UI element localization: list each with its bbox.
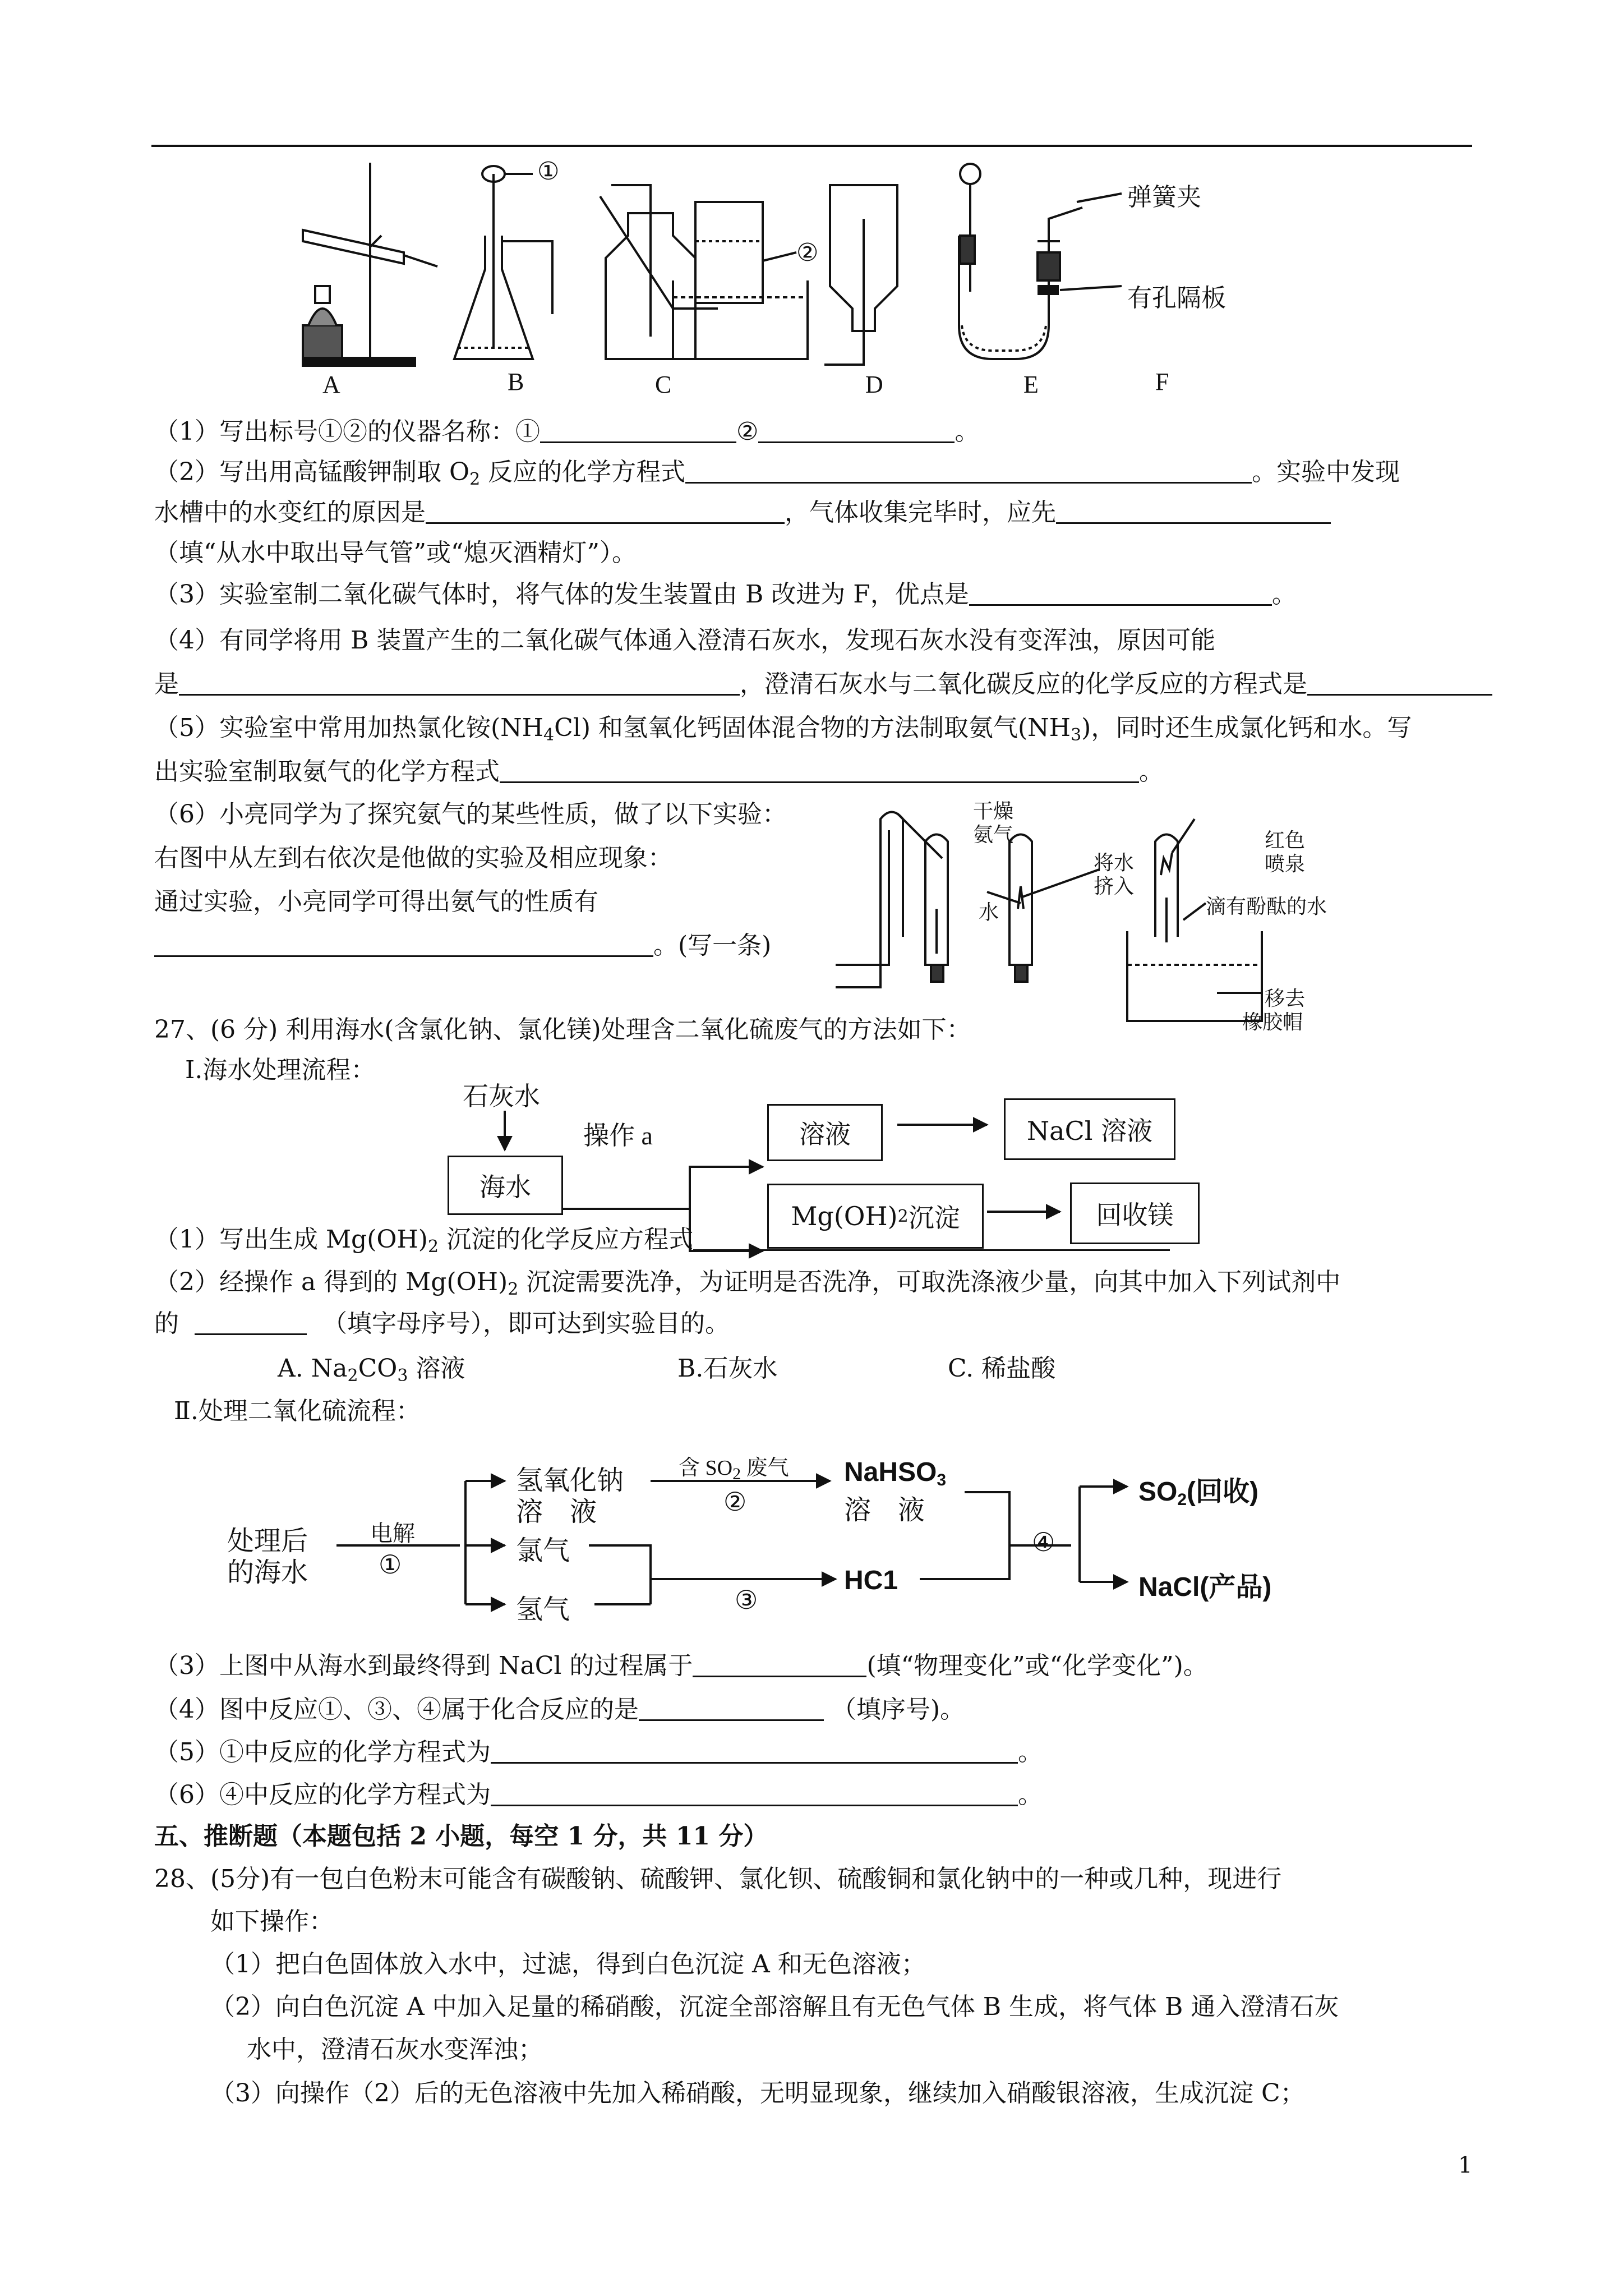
blank-16[interactable] (491, 1779, 1018, 1806)
q27-line-4 (154, 1649, 1208, 1683)
q28-step-1: （1）把白色固体放入水中，过滤，得到白色沉淀 A 和无色溶液； (210, 1950, 926, 1978)
label-remove: 移去 (1265, 987, 1306, 1010)
q27-l6b: 。 (1018, 1738, 1043, 1766)
flow2-hydrogen: 氢气 (516, 1595, 570, 1625)
flow1-limewater: 石灰水 (463, 1082, 540, 1111)
label-apparatus-b: B (508, 368, 524, 395)
flow2-circle-4: ④ (1032, 1528, 1055, 1557)
q27-opta: A. Na (278, 1354, 348, 1383)
flow2-circle-1: ① (379, 1550, 402, 1579)
q26-l5b: 。 (1271, 580, 1297, 609)
q26-l9: 出实验室制取氨气的化学方程式 (154, 757, 500, 786)
flow2-so2-recover-sub: 2 (1177, 1490, 1187, 1509)
label-ammonia: 氨气 (973, 823, 1014, 846)
q27-option-c: C. 稀盐酸 (948, 1354, 1056, 1383)
flow2-so2-recover (1138, 1470, 1258, 1510)
label-water: 水 (979, 901, 999, 923)
q26-l2c: 。实验中发现 (1252, 458, 1400, 486)
q27-line-5 (154, 1693, 965, 1727)
q28-line-2: 如下操作： (210, 1907, 334, 1936)
q26-l8sub: 4 (543, 725, 555, 745)
page-number: 1 (1458, 2152, 1473, 2178)
label-rubber-cap: 橡胶帽 (1242, 1011, 1303, 1033)
flow2-treated-2: 的海水 (227, 1558, 308, 1588)
q26-l8a: （5）实验室中常用加热氯化铵(NH (154, 714, 544, 742)
q27-l7b: 。 (1018, 1780, 1043, 1809)
q26-line-12: 通过实验，小亮同学可得出氨气的性质有 (154, 887, 598, 916)
flow2-naoh-2: 溶 液 (516, 1497, 597, 1527)
flow2-so2-tail: 废气 (741, 1456, 789, 1480)
q26-l8c: )，同时还生成氯化钙和水。写 (1081, 714, 1412, 742)
flow1-recover-box: 回收镁 (1070, 1182, 1200, 1244)
flow2-circle-2: ② (723, 1488, 747, 1516)
flow2-so2-sub: 2 (732, 1465, 741, 1483)
q26-line-10: （6）小亮同学为了探究氨气的某些性质，做了以下实验： (154, 800, 787, 829)
label-apparatus-e: E (1023, 371, 1039, 398)
flow2-so2-recover-tail: (回收) (1187, 1477, 1259, 1507)
q27-option-b: B.石灰水 (677, 1354, 778, 1383)
label-red-2: 喷泉 (1265, 853, 1306, 875)
q26-l2sub: 2 (469, 470, 481, 489)
q26-l2b: 反应的化学方程式 (480, 458, 686, 486)
flow1-nacl-box: NaCl 溶液 (1004, 1098, 1175, 1160)
q27-title: 27、(6 分) 利用海水(含氯化钠、氯化镁)处理含二氧化硫废气的方法如下： (154, 1015, 971, 1044)
q27-line-6 (154, 1736, 1043, 1769)
q26-l5: （3）实验室制二氧化碳气体时，将气体的发生装置由 B 改进为 F，优点是 (154, 580, 969, 609)
q27-opta-sub1: 2 (347, 1366, 358, 1386)
flow1-solution-box: 溶液 (767, 1104, 883, 1161)
label-apparatus-c: C (655, 371, 672, 398)
q26-l8b: Cl) 和氢氧化钙固体混合物的方法制取氨气(NH (554, 714, 1071, 742)
label-mark-1: ① (537, 158, 560, 185)
flow2-nahso3 (844, 1457, 946, 1490)
q26-l1b: ② (736, 417, 759, 446)
section5-title: 五、推断题（本题包括 2 小题，每空 1 分，共 11 分） (154, 1822, 768, 1851)
q26-line-11: 右图中从左到右依次是他做的实验及相应现象： (154, 844, 672, 872)
blank-15[interactable] (491, 1736, 1018, 1764)
label-apparatus-a: A (322, 371, 340, 398)
q26-l7: 是 (154, 670, 179, 698)
q28-step-2a: （2）向白色沉淀 A 中加入足量的稀硝酸，沉淀全部溶解且有无色气体 B 生成，将气体 B 通入澄清石灰 (210, 1993, 1339, 2021)
label-squeeze-1: 将水 (1094, 852, 1135, 874)
q27-l2: （2）经操作 a 得到的 Mg(OH) (154, 1268, 508, 1296)
q27-l4b: (填“物理变化”或“化学变化”)。 (866, 1651, 1208, 1680)
blank-13[interactable] (693, 1650, 866, 1677)
flow2-chlorine: 氯气 (516, 1536, 570, 1566)
flow2-nahso3-text: NaHSO (844, 1457, 937, 1487)
q26-line-6: （4）有同学将用 B 装置产生的二氧化碳气体通入澄清石灰水，发现石灰水没有变浑浊，原因可能 (154, 626, 1216, 655)
flow2-nacl-product: NaCl(产品) (1138, 1572, 1272, 1602)
label-mark-2: ② (796, 239, 819, 266)
flow2-so2-gas (679, 1450, 789, 1484)
q28-step-3: （3）向操作（2）后的无色溶液中先加入稀硝酸，无明显现象，继续加入硝酸银溶液，生成沉淀 C； (210, 2079, 1305, 2108)
flow2-circle-3: ③ (735, 1586, 758, 1614)
q27-l5: （4）图中反应①、③、④属于化合反应的是 (154, 1695, 639, 1724)
flow1-seawater-box: 海水 (448, 1156, 563, 1215)
q27-line-7 (154, 1778, 1043, 1812)
q27-opta-sub2: 3 (397, 1366, 408, 1386)
flow1-mgoh2-tail: 沉淀 (908, 1203, 960, 1233)
flow1-mgoh2: Mg(OH) (791, 1201, 898, 1231)
q26-l8sub2: 3 (1071, 725, 1082, 745)
flow2-naoh-1: 氢氧化钠 (516, 1466, 624, 1496)
flow2-treated-1: 处理后 (227, 1526, 308, 1556)
q26-l3b: ，气体收集完毕时，应先 (785, 498, 1056, 527)
q26-line-4: （填“从水中取出导气管”或“熄灭酒精灯”）。 (154, 539, 637, 567)
q26-l3: 水槽中的水变红的原因是 (154, 498, 426, 527)
q28-step-2b: 水中，澄清石灰水变浑浊； (247, 2035, 543, 2064)
q27-part1: Ⅰ.海水处理流程： (185, 1056, 376, 1084)
q27-opta-tail: 溶液 (408, 1354, 465, 1383)
q26-l1: （1）写出标号①②的仪器名称：① (154, 417, 540, 446)
label-squeeze-2: 挤入 (1094, 875, 1135, 898)
flow2-electrolysis: 电解 (370, 1521, 415, 1546)
flow1-mgoh2-sub: 2 (897, 1206, 909, 1226)
q27-l2sub: 2 (508, 1280, 519, 1299)
label-porous-plate: 有孔隔板 (1127, 284, 1226, 312)
q27-l5b: （填序号)。 (832, 1695, 965, 1724)
q26-l2: （2）写出用高锰酸钾制取 O (154, 458, 470, 486)
label-red-1: 红色 (1265, 829, 1306, 852)
q27-l1sub: 2 (427, 1237, 439, 1257)
q27-l3: 的 (154, 1309, 179, 1338)
flow2-nahso3-2: 溶 液 (844, 1496, 925, 1525)
q27-l7: （6）④中反应的化学方程式为 (154, 1780, 491, 1809)
flow1-op-a: 操作 a (583, 1121, 653, 1150)
q27-l2b: 沉淀需要洗净，为证明是否洗净，可取洗涤液少量，向其中加入下列试剂中 (518, 1268, 1341, 1296)
q27-part2: Ⅱ.处理二氧化硫流程： (174, 1397, 421, 1425)
label-apparatus-f: F (1155, 368, 1169, 395)
q26-l1c: 。 (955, 417, 980, 446)
q27-l1b: 沉淀的化学反应方程式 (439, 1225, 694, 1254)
flow2-so2-recover-text: SO (1138, 1477, 1178, 1507)
q28-line-1: 28、(5分)有一包白色粉末可能含有碳酸钠、硫酸钾、氯化钡、硫酸铜和氯化钠中的一种或几种，现进行 (154, 1865, 1282, 1893)
q26-l13: 。(写一条) (653, 931, 772, 960)
q27-l4: （3）上图中从海水到最终得到 NaCl 的过程属于 (154, 1651, 693, 1680)
q27-l6: （5）①中反应的化学方程式为 (154, 1738, 491, 1766)
label-phenol-water: 滴有酚酞的水 (1206, 895, 1327, 918)
q27-opta-mid: CO (358, 1354, 398, 1383)
label-dry: 干燥 (973, 800, 1014, 822)
flow2-so2-gas-text: 含 SO (679, 1456, 733, 1480)
q27-l1: （1）写出生成 Mg(OH) (154, 1225, 428, 1254)
label-spring-clip: 弹簧夹 (1127, 183, 1201, 211)
q26-l7b: ，澄清石灰水与二氧化碳反应的化学反应的方程式是 (740, 670, 1307, 698)
label-apparatus-d: D (865, 371, 883, 398)
flow2-hcl: HC1 (844, 1566, 898, 1595)
q27-l3b: （填字母序号），即可达到实验目的。 (322, 1309, 730, 1338)
q26-l9b: 。 (1139, 757, 1164, 786)
flow2-nahso3-sub: 3 (937, 1471, 947, 1489)
blank-14[interactable] (639, 1694, 824, 1721)
